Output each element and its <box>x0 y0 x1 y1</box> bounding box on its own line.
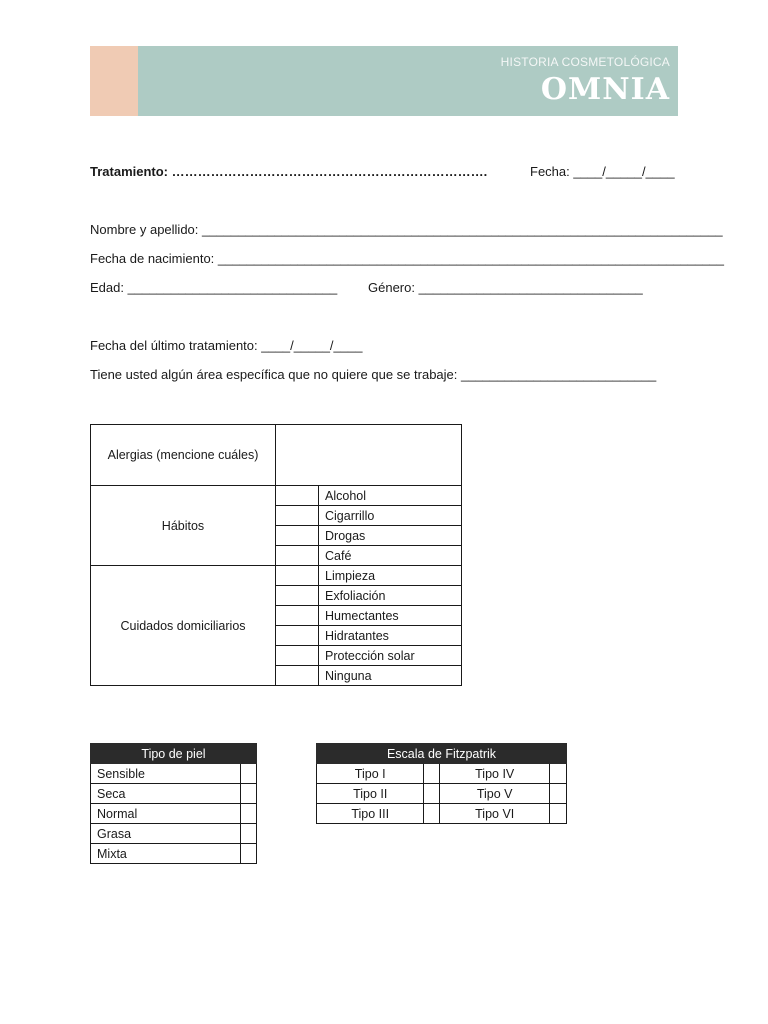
habit-item: Café <box>319 546 462 566</box>
cuidado-checkbox[interactable] <box>276 626 319 646</box>
habit-item: Drogas <box>319 526 462 546</box>
genero-field[interactable]: Género: _______________________________ <box>368 280 643 295</box>
habitos-label: Hábitos <box>91 486 276 566</box>
skin-type-header: Tipo de piel <box>91 744 257 764</box>
skin-type-checkbox[interactable] <box>240 824 256 844</box>
alergias-input[interactable] <box>276 425 462 486</box>
header-band <box>138 46 678 116</box>
fitzpatrick-checkbox[interactable] <box>424 764 440 784</box>
fitzpatrick-type: Tipo VI <box>440 804 549 824</box>
fitzpatrick-checkbox[interactable] <box>424 784 440 804</box>
fitzpatrick-type: Tipo V <box>440 784 549 804</box>
cuidado-item: Limpieza <box>319 566 462 586</box>
cuidado-checkbox[interactable] <box>276 606 319 626</box>
skin-type-item: Mixta <box>91 844 241 864</box>
fitzpatrick-header: Escala de Fitzpatrik <box>317 744 567 764</box>
cuidado-item: Ninguna <box>319 666 462 686</box>
cuidados-label: Cuidados domiciliarios <box>91 566 276 686</box>
cuidado-item: Exfoliación <box>319 586 462 606</box>
header-subtitle: HISTORIA COSMETOLÓGICA <box>500 55 670 69</box>
header-accent-block <box>90 46 138 116</box>
fitzpatrick-type: Tipo II <box>317 784 424 804</box>
skin-type-checkbox[interactable] <box>240 764 256 784</box>
fitzpatrick-type: Tipo I <box>317 764 424 784</box>
skin-type-checkbox[interactable] <box>240 844 256 864</box>
cuidado-item: Humectantes <box>319 606 462 626</box>
habits-table <box>90 424 462 686</box>
fitzpatrick-checkbox[interactable] <box>549 784 566 804</box>
fitzpatrick-checkbox[interactable] <box>549 804 566 824</box>
habit-checkbox[interactable] <box>276 486 319 506</box>
cuidado-checkbox[interactable] <box>276 646 319 666</box>
fitzpatrick-checkbox[interactable] <box>424 804 440 824</box>
header-title: OMNIA <box>540 72 670 107</box>
fitzpatrick-type: Tipo IV <box>440 764 549 784</box>
fitzpatrick-checkbox[interactable] <box>549 764 566 784</box>
skin-type-item: Grasa <box>91 824 241 844</box>
skin-type-table <box>90 743 257 864</box>
edad-field[interactable]: Edad: _____________________________ <box>90 280 338 295</box>
area-especifica-field[interactable]: Tiene usted algún área específica que no quiere que se trabaje: ___________________________ <box>90 367 657 382</box>
fitzpatrick-table <box>316 743 567 824</box>
skin-type-item: Sensible <box>91 764 241 784</box>
habit-checkbox[interactable] <box>276 526 319 546</box>
cuidado-item: Protección solar <box>319 646 462 666</box>
ultimo-tratamiento-field[interactable]: Fecha del último tratamiento: ____/_____/____ <box>90 338 363 353</box>
cuidado-item: Hidratantes <box>319 626 462 646</box>
cuidado-checkbox[interactable] <box>276 566 319 586</box>
skin-type-item: Normal <box>91 804 241 824</box>
skin-type-checkbox[interactable] <box>240 784 256 804</box>
fitzpatrick-type: Tipo III <box>317 804 424 824</box>
skin-type-checkbox[interactable] <box>240 804 256 824</box>
alergias-label: Alergias (mencione cuáles) <box>91 425 276 486</box>
habit-checkbox[interactable] <box>276 506 319 526</box>
tratamiento-field[interactable]: Tratamiento: ………………………………………………………………. <box>90 164 488 179</box>
habit-checkbox[interactable] <box>276 546 319 566</box>
habit-item: Cigarrillo <box>319 506 462 526</box>
nacimiento-field[interactable]: Fecha de nacimiento: ______________________________________________________________________ <box>90 251 725 266</box>
habit-item: Alcohol <box>319 486 462 506</box>
nombre-field[interactable]: Nombre y apellido: ________________________________________________________________________ <box>90 222 723 237</box>
cuidado-checkbox[interactable] <box>276 586 319 606</box>
fecha-field[interactable]: Fecha: ____/_____/____ <box>530 164 675 179</box>
skin-type-item: Seca <box>91 784 241 804</box>
cuidado-checkbox[interactable] <box>276 666 319 686</box>
